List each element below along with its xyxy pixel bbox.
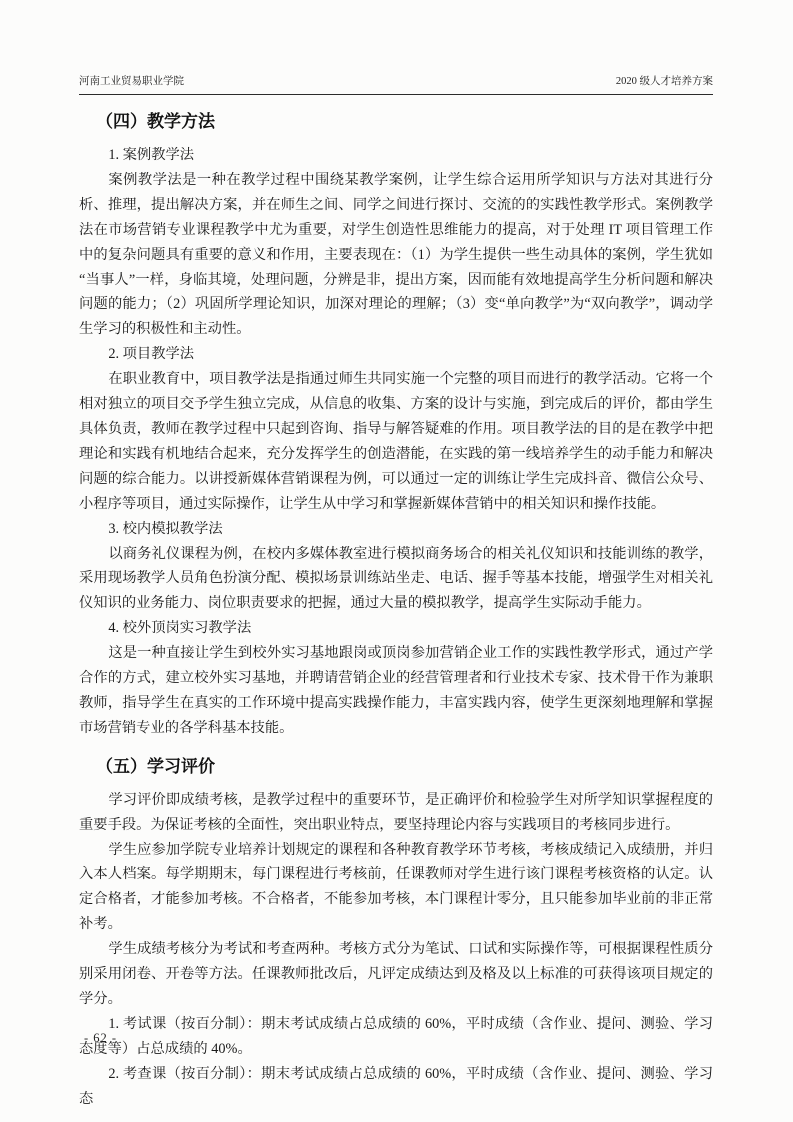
paragraph-assessment-course-rule: 2. 考查课（按百分制）：期末考试成绩占总成绩的 60%，平时成绩（含作业、提问、测验、学习态 — [79, 1065, 713, 1107]
header-doc-title: 2020 级人才培养方案 — [615, 76, 713, 87]
page-number: - 62 - — [84, 1031, 118, 1045]
paragraph-campus-simulation: 以商务礼仪课程为例，在校内多媒体教室进行模拟商务场合的相关礼仪知识和技能训练的教学，采用现场教学人员角色扮演分配、模拟场景训练站坐走、电话、握手等基本技能，增强学生对相关礼仪知识的业务能力、岗位职责要求的把握，通过大量的模拟教学，提高学生实际动手能力。 — [79, 545, 713, 612]
header-school-name: 河南工业贸易职业学院 — [79, 76, 184, 87]
paragraph-case-teaching: 案例教学法是一种在教学过程中围绕某教学案例，让学生综合运用所学知识与方法对其进行分析、推理，提出解决方案，并在师生之间、同学之间进行探讨、交流的的实践性教学形式。案例教学法在市场营销专业课程教学中尤为重要，对学生创造性思维能力的提高，对于处理 IT 项目管理工作中的复杂问题具有重要的意义和作用，主要表现在：（1）为学生提供一些生动具体的案例，学生犹如“当事人”一样，身临其境，处理问题，分辨是非，提出方案，因而能有效地提高学生分析问题和解决问题的能力；（2）巩固所学理论知识，加深对理论的理解；（3）变“单向教学”为“双向教学”，调动学生学习的积极性和主动性。 — [79, 171, 713, 338]
paragraph-exam-course-rule: 1. 考试课（按百分制）：期末考试成绩占总成绩的 60%，平时成绩（含作业、提问、测验、学习态度等）占总成绩的 40%。 — [79, 1015, 713, 1057]
subheading-off-campus-internship: 4. 校外顶岗实习教学法 — [108, 620, 252, 637]
document-content — [79, 110, 713, 1112]
subheading-campus-simulation: 3. 校内模拟教学法 — [108, 520, 223, 537]
paragraph-evaluation-intro: 学习评价即成绩考核，是教学过程中的重要环节，是正确评价和检验学生对所学知识掌握程度的重要手段。为保证考核的全面性，突出职业特点，要坚持理论内容与实践项目的考核同步进行。 — [79, 791, 713, 833]
section-heading-teaching-methods: （四）教学方法 — [96, 112, 215, 131]
paragraph-project-teaching: 在职业教育中，项目教学法是指通过师生共同实施一个完整的项目而进行的教学活动。它将一个相对独立的项目交予学生独立完成，从信息的收集、方案的设计与实施，到完成后的评价，都由学生具体负责，教师在教学过程中只起到咨询、指导与解答疑难的作用。项目教学法的目的是在教学中把理论和实践有机地结合起来，充分发挥学生的创造潜能，在实践的第一线培养学生的动手能力和解决问题的综合能力。以讲授新媒体营销课程为例，可以通过一定的训练让学生完成抖音、微信公众号、小程序等项目，通过实际操作，让学生从中学习和掌握新媒体营销中的相关知识和操作技能。 — [79, 371, 713, 512]
subheading-case-teaching: 1. 案例教学法 — [108, 147, 195, 163]
paragraph-off-campus-internship: 这是一种直接让学生到校外实习基地跟岗或顶岗参加营销企业工作的实践性教学形式，通过产学合作的方式，建立校外实习基地，并聘请营销企业的经营管理者和行业技术专家、技术骨干作为兼职教师，指导学生在真实的工作环境中提高实践操作能力，丰富实践内容，使学生更深刻地理解和掌握市场营销专业的各学科基本技能。 — [79, 645, 713, 736]
section-heading-learning-evaluation: （五）学习评价 — [96, 756, 215, 776]
page-header — [79, 73, 713, 95]
subheading-project-teaching: 2. 项目教学法 — [108, 346, 195, 363]
page-footer — [84, 1031, 117, 1046]
paragraph-evaluation-types: 学生成绩考核分为考试和考查两种。考核方式分为笔试、口试和实际操作等，可根据课程性质分别采用闭卷、开卷等方法。任课教师批改后，凡评定成绩达到及格及以上标准的可获得该项目规定的学分。 — [79, 941, 713, 1007]
paragraph-evaluation-qualification: 学生应参加学院专业培养计划规定的课程和各种教育教学环节考核，考核成绩记入成绩册，并归入本人档案。每学期期末，每门课程进行考核前，任课教师对学生进行该门课程考核资格的认定。认定合格者，才能参加考核。不合格者，不能参加考核，本门课程计零分，且只能参加毕业前的非正常补考。 — [79, 841, 713, 933]
